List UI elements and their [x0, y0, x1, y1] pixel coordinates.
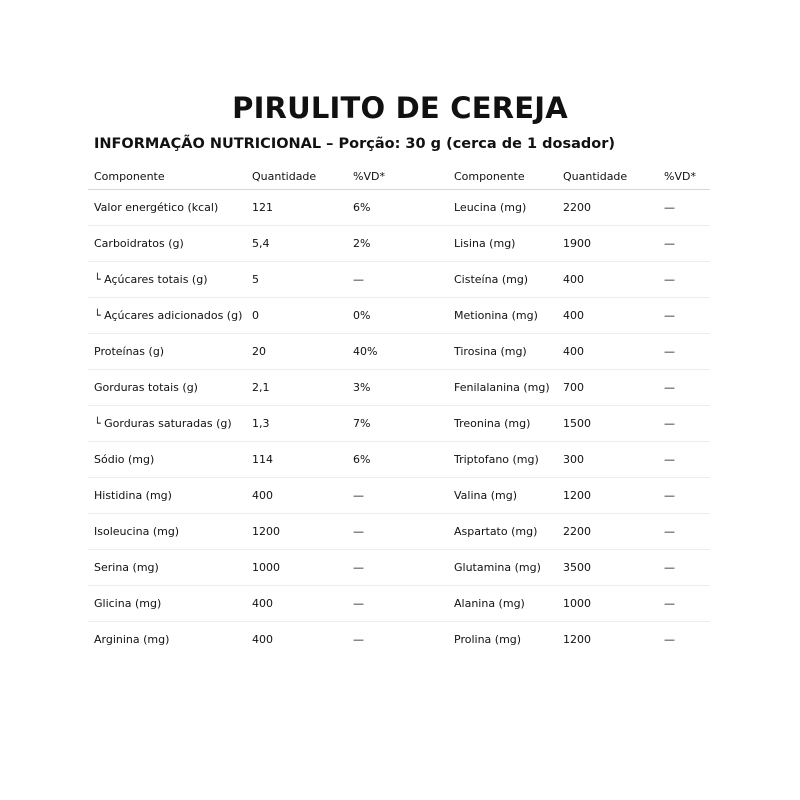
- table-row: [88, 478, 710, 514]
- daily-value-cell: 6%: [347, 190, 448, 226]
- daily-value-cell: 2%: [347, 226, 448, 262]
- component-name-cell: Gorduras totais (g): [88, 370, 246, 406]
- table-row: [88, 370, 710, 406]
- component-name-cell: Treonina (mg): [448, 406, 557, 442]
- quantity-cell: 1900: [557, 226, 658, 262]
- daily-value-cell: —: [658, 190, 710, 226]
- component-name-cell: Prolina (mg): [454, 633, 522, 646]
- daily-value-cell: —: [658, 226, 710, 262]
- quantity-cell: 1000: [246, 550, 347, 586]
- component-name-cell: └ Açúcares adicionados (g): [88, 298, 246, 334]
- quantity-cell: 2200: [557, 514, 658, 550]
- quantity-cell: 400: [557, 334, 658, 370]
- component-name-cell: Aspartato (mg): [448, 514, 557, 550]
- daily-value-cell: —: [347, 586, 448, 622]
- daily-value-cell: —: [658, 334, 710, 370]
- table-row: [88, 334, 710, 370]
- table-body: [88, 190, 710, 658]
- component-name-cell: Fenilalanina (mg): [448, 370, 557, 406]
- nutrition-subtitle: INFORMAÇÃO NUTRICIONAL – Porção: 30 g (cerca de 1 dosador): [94, 136, 615, 152]
- component-name-cell: Sódio (mg): [88, 442, 246, 478]
- daily-value-cell: —: [353, 633, 364, 646]
- quantity-cell: 1,3: [246, 406, 347, 442]
- quantity-cell: 400: [246, 478, 347, 514]
- daily-value-cell: —: [658, 442, 710, 478]
- daily-value-cell: 7%: [347, 406, 448, 442]
- table-row: [88, 226, 710, 262]
- component-name-cell: Serina (mg): [88, 550, 246, 586]
- component-name-cell: Proteínas (g): [88, 334, 246, 370]
- component-name-cell: Valina (mg): [448, 478, 557, 514]
- daily-value-cell: —: [347, 262, 448, 298]
- quantity-cell: 700: [557, 370, 658, 406]
- quantity-cell: 114: [246, 442, 347, 478]
- quantity-cell: 400: [557, 262, 658, 298]
- component-name-cell: Carboidratos (g): [88, 226, 246, 262]
- daily-value-cell: —: [658, 586, 710, 622]
- daily-value-cell: —: [347, 550, 448, 586]
- header-daily-value: %VD*: [658, 163, 710, 190]
- daily-value-cell: —: [664, 633, 675, 646]
- daily-value-cell: —: [658, 550, 710, 586]
- quantity-cell: 20: [246, 334, 347, 370]
- table-header-row: [88, 163, 710, 190]
- component-name-cell: Metionina (mg): [448, 298, 557, 334]
- component-name-cell: └ Açúcares totais (g): [88, 262, 246, 298]
- quantity-cell: 1200: [557, 478, 658, 514]
- daily-value-cell: —: [658, 514, 710, 550]
- component-name-cell: Cisteína (mg): [448, 262, 557, 298]
- table-row: [88, 262, 710, 298]
- page-title: PIRULITO DE CEREJA: [232, 91, 568, 125]
- component-name-cell: Arginina (mg): [94, 633, 170, 646]
- quantity-cell: 300: [557, 442, 658, 478]
- quantity-cell: 5: [246, 262, 347, 298]
- daily-value-cell: —: [658, 406, 710, 442]
- component-name-cell: Tirosina (mg): [448, 334, 557, 370]
- component-name-cell: Lisina (mg): [448, 226, 557, 262]
- quantity-cell: 400: [252, 633, 273, 646]
- daily-value-cell: —: [658, 370, 710, 406]
- daily-value-cell: 6%: [347, 442, 448, 478]
- daily-value-cell: 40%: [347, 334, 448, 370]
- table-row: [88, 406, 710, 442]
- component-name-cell: Alanina (mg): [448, 586, 557, 622]
- quantity-cell: 400: [246, 586, 347, 622]
- component-name-cell: Glutamina (mg): [448, 550, 557, 586]
- component-name-cell: Triptofano (mg): [448, 442, 557, 478]
- daily-value-cell: —: [347, 478, 448, 514]
- header-component: Componente: [88, 163, 246, 190]
- daily-value-cell: —: [658, 298, 710, 334]
- table-row: [88, 586, 710, 622]
- component-name-cell: Leucina (mg): [448, 190, 557, 226]
- nutrition-table: [88, 163, 710, 657]
- header-quantity: Quantidade: [557, 163, 658, 190]
- quantity-cell: 1000: [557, 586, 658, 622]
- quantity-cell: 0: [246, 298, 347, 334]
- quantity-cell: 121: [246, 190, 347, 226]
- table-row: [88, 622, 710, 658]
- daily-value-cell: 3%: [347, 370, 448, 406]
- quantity-cell: 1200: [563, 633, 591, 646]
- quantity-cell: 2,1: [246, 370, 347, 406]
- quantity-cell: 1200: [246, 514, 347, 550]
- component-name-cell: Isoleucina (mg): [88, 514, 246, 550]
- daily-value-cell: —: [658, 262, 710, 298]
- daily-value-cell: —: [347, 514, 448, 550]
- component-name-cell: Valor energético (kcal): [88, 190, 246, 226]
- header-quantity: Quantidade: [246, 163, 347, 190]
- component-name-cell: └ Gorduras saturadas (g): [88, 406, 246, 442]
- table-row: [88, 298, 710, 334]
- quantity-cell: 5,4: [246, 226, 347, 262]
- table-row: [88, 550, 710, 586]
- daily-value-cell: 0%: [347, 298, 448, 334]
- quantity-cell: 2200: [557, 190, 658, 226]
- header-component: Componente: [448, 163, 557, 190]
- quantity-cell: 1500: [557, 406, 658, 442]
- table-row: [88, 442, 710, 478]
- table-row: [88, 514, 710, 550]
- header-daily-value: %VD*: [347, 163, 448, 190]
- table-row: [88, 190, 710, 226]
- quantity-cell: 400: [557, 298, 658, 334]
- component-name-cell: Histidina (mg): [88, 478, 246, 514]
- daily-value-cell: —: [658, 478, 710, 514]
- quantity-cell: 3500: [557, 550, 658, 586]
- component-name-cell: Glicina (mg): [88, 586, 246, 622]
